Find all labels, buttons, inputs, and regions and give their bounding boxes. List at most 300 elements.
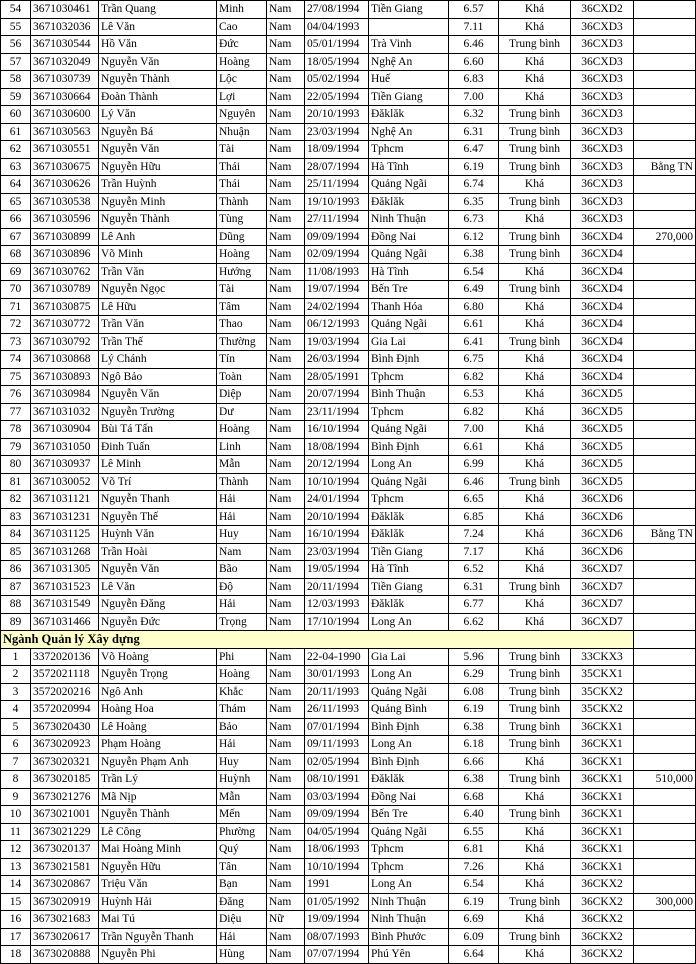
classification-cell: Khá	[499, 753, 571, 771]
birth-place-cell: Đăklăk	[369, 193, 449, 211]
last-middle-name-cell: Nguyễn Minh	[99, 193, 217, 211]
class-code-cell: 36CXD7	[571, 596, 634, 614]
table-row	[1, 316, 696, 334]
last-middle-name-cell: Đinh Tuấn	[99, 438, 217, 456]
student-id-cell: 3671030664	[31, 88, 99, 106]
student-id-cell: 3671031125	[31, 526, 99, 544]
note-cell	[634, 281, 696, 299]
stt-cell: 58	[1, 71, 31, 89]
gender-cell: Nam	[267, 386, 305, 404]
class-code-cell: 36CXD3	[571, 18, 634, 36]
birth-date-cell: 28/07/1994	[305, 158, 369, 176]
birth-date-cell: 19/07/1994	[305, 281, 369, 299]
gender-cell: Nam	[267, 438, 305, 456]
table-row	[1, 876, 696, 894]
last-middle-name-cell: Trần Văn	[99, 316, 217, 334]
gpa-cell: 6.31	[449, 123, 499, 141]
stt-cell: 75	[1, 368, 31, 386]
classification-cell: Khá	[499, 176, 571, 194]
stt-cell: 72	[1, 316, 31, 334]
birth-place-cell: Đăklăk	[369, 596, 449, 614]
stt-cell: 65	[1, 193, 31, 211]
first-name-cell: Bạn	[217, 876, 267, 894]
gender-cell: Nam	[267, 351, 305, 369]
gpa-cell: 6.52	[449, 561, 499, 579]
gender-cell: Nam	[267, 543, 305, 561]
classification-cell: Khá	[499, 88, 571, 106]
table-row	[1, 526, 696, 544]
class-code-cell: 36CXD4	[571, 263, 634, 281]
table-row	[1, 211, 696, 229]
last-middle-name-cell: Trần Văn	[99, 263, 217, 281]
gender-cell: Nam	[267, 613, 305, 631]
stt-cell: 13	[1, 858, 31, 876]
gpa-cell: 6.61	[449, 438, 499, 456]
birth-date-cell: 09/09/1994	[305, 228, 369, 246]
student-id-cell: 3671030538	[31, 193, 99, 211]
last-middle-name-cell: Lê Văn	[99, 578, 217, 596]
gender-cell: Nam	[267, 211, 305, 229]
table-row	[1, 368, 696, 386]
first-name-cell: Thái	[217, 158, 267, 176]
student-id-cell: 3572020216	[31, 683, 99, 701]
class-code-cell: 36CXD7	[571, 561, 634, 579]
table-row	[1, 228, 696, 246]
student-id-cell: 3671031305	[31, 561, 99, 579]
note-cell	[634, 193, 696, 211]
note-cell	[634, 123, 696, 141]
birth-place-cell: Hà Tĩnh	[369, 158, 449, 176]
last-middle-name-cell: Nguyễn Thế	[99, 508, 217, 526]
student-id-cell: 3671030772	[31, 316, 99, 334]
classification-cell: Khá	[499, 543, 571, 561]
last-middle-name-cell: Bùi Tá Tấn	[99, 421, 217, 439]
first-name-cell: Tài	[217, 281, 267, 299]
note-cell	[634, 333, 696, 351]
birth-place-cell	[369, 18, 449, 36]
birth-place-cell: Hà Tĩnh	[369, 263, 449, 281]
note-cell	[634, 263, 696, 281]
student-id-cell: 3671030937	[31, 456, 99, 474]
last-middle-name-cell: Trần Huỳnh	[99, 176, 217, 194]
birth-place-cell: Tphcm	[369, 403, 449, 421]
table-row	[1, 1, 696, 19]
gpa-cell: 7.00	[449, 421, 499, 439]
last-middle-name-cell: Lý Văn	[99, 106, 217, 124]
stt-cell: 18	[1, 946, 31, 964]
gender-cell: Nam	[267, 683, 305, 701]
gpa-cell: 6.18	[449, 736, 499, 754]
classification-cell: Khá	[499, 526, 571, 544]
last-middle-name-cell: Nguyễn Thành	[99, 71, 217, 89]
last-middle-name-cell: Nguyễn Hữu	[99, 858, 217, 876]
table-row	[1, 351, 696, 369]
gpa-cell: 6.69	[449, 911, 499, 929]
gender-cell: Nam	[267, 368, 305, 386]
birth-date-cell: 19/10/1993	[305, 193, 369, 211]
student-id-cell: 3671031032	[31, 403, 99, 421]
student-id-cell: 3671032049	[31, 53, 99, 71]
gender-cell: Nam	[267, 648, 305, 666]
note-cell	[634, 316, 696, 334]
note-cell	[634, 648, 696, 666]
note-cell	[634, 368, 696, 386]
table-row	[1, 333, 696, 351]
stt-cell: 14	[1, 876, 31, 894]
birth-place-cell: Bình Định	[369, 438, 449, 456]
gpa-cell: 7.26	[449, 858, 499, 876]
student-id-cell: 3673021276	[31, 788, 99, 806]
stt-cell: 12	[1, 841, 31, 859]
first-name-cell: Bảo	[217, 718, 267, 736]
birth-place-cell: Bình Phước	[369, 928, 449, 946]
stt-cell: 78	[1, 421, 31, 439]
student-id-cell: 3673020185	[31, 771, 99, 789]
classification-cell: Khá	[499, 316, 571, 334]
first-name-cell: Thái	[217, 176, 267, 194]
student-id-cell: 3671030904	[31, 421, 99, 439]
gpa-cell: 6.19	[449, 158, 499, 176]
class-code-cell: 36CKX1	[571, 823, 634, 841]
first-name-cell: Quý	[217, 841, 267, 859]
class-code-cell: 36CXD3	[571, 211, 634, 229]
gender-cell: Nam	[267, 141, 305, 159]
last-middle-name-cell: Nguyễn Đăng	[99, 596, 217, 614]
classification-cell: Trung bình	[499, 578, 571, 596]
class-code-cell: 36CXD3	[571, 158, 634, 176]
student-id-cell: 3673021683	[31, 911, 99, 929]
note-cell	[634, 246, 696, 264]
table-row	[1, 683, 696, 701]
class-code-cell: 36CXD5	[571, 421, 634, 439]
stt-cell: 15	[1, 893, 31, 911]
table-row	[1, 736, 696, 754]
last-middle-name-cell: Nguyễn Đức	[99, 613, 217, 631]
table-row	[1, 613, 696, 631]
last-middle-name-cell: Lê Anh	[99, 228, 217, 246]
gpa-cell: 6.62	[449, 613, 499, 631]
gpa-cell: 6.99	[449, 456, 499, 474]
birth-date-cell: 20/11/1994	[305, 578, 369, 596]
birth-place-cell: Ninh Thuận	[369, 893, 449, 911]
stt-cell: 8	[1, 771, 31, 789]
first-name-cell: Minh	[217, 1, 267, 19]
note-cell	[634, 613, 696, 631]
gender-cell: Nam	[267, 701, 305, 719]
table-row	[1, 403, 696, 421]
classification-cell: Trung bình	[499, 281, 571, 299]
birth-place-cell: Hà Tĩnh	[369, 561, 449, 579]
birth-date-cell: 26/03/1994	[305, 351, 369, 369]
gpa-cell: 6.31	[449, 578, 499, 596]
last-middle-name-cell: Huỳnh Hải	[99, 893, 217, 911]
note-cell	[634, 543, 696, 561]
gender-cell: Nam	[267, 298, 305, 316]
first-name-cell: Tín	[217, 351, 267, 369]
gpa-cell: 6.83	[449, 71, 499, 89]
table-row	[1, 508, 696, 526]
gender-cell: Nam	[267, 753, 305, 771]
first-name-cell: Đăng	[217, 893, 267, 911]
class-code-cell: 36CKX1	[571, 806, 634, 824]
birth-date-cell: 08/07/1993	[305, 928, 369, 946]
class-code-cell: 36CXD4	[571, 316, 634, 334]
classification-cell: Trung bình	[499, 771, 571, 789]
table-row	[1, 928, 696, 946]
classification-cell: Khá	[499, 613, 571, 631]
class-code-cell: 36CXD3	[571, 36, 634, 54]
class-code-cell: 36CKX2	[571, 911, 634, 929]
gpa-cell: 7.17	[449, 543, 499, 561]
birth-date-cell: 12/03/1993	[305, 596, 369, 614]
classification-cell: Khá	[499, 386, 571, 404]
note-cell: Bằng TN	[634, 526, 696, 544]
birth-place-cell: Tiền Giang	[369, 543, 449, 561]
last-middle-name-cell: Nguyễn Thành	[99, 211, 217, 229]
section-title: Ngành Quản lý Xây dựng	[1, 631, 634, 649]
birth-date-cell: 23/03/1994	[305, 543, 369, 561]
birth-date-cell: 02/05/1994	[305, 753, 369, 771]
gender-cell: Nam	[267, 158, 305, 176]
student-id-cell: 3671030596	[31, 211, 99, 229]
note-cell	[634, 491, 696, 509]
gender-cell: Nam	[267, 193, 305, 211]
table-row	[1, 718, 696, 736]
class-code-cell: 36CXD3	[571, 141, 634, 159]
gpa-cell: 6.82	[449, 368, 499, 386]
birth-place-cell: Tphcm	[369, 841, 449, 859]
first-name-cell: Dũng	[217, 228, 267, 246]
class-code-cell: 36CXD3	[571, 106, 634, 124]
student-id-cell: 3671030893	[31, 368, 99, 386]
table-row	[1, 263, 696, 281]
gpa-cell: 6.46	[449, 36, 499, 54]
classification-cell: Trung bình	[499, 141, 571, 159]
student-id-cell: 3671030461	[31, 1, 99, 19]
first-name-cell: Thường	[217, 333, 267, 351]
note-cell	[634, 578, 696, 596]
classification-cell: Khá	[499, 508, 571, 526]
stt-cell: 16	[1, 911, 31, 929]
first-name-cell: Nhuận	[217, 123, 267, 141]
note-cell	[634, 928, 696, 946]
classification-cell: Trung bình	[499, 246, 571, 264]
birth-place-cell: Nghệ An	[369, 53, 449, 71]
birth-place-cell: Long An	[369, 876, 449, 894]
last-middle-name-cell: Huỳnh Văn	[99, 526, 217, 544]
table-row	[1, 473, 696, 491]
classification-cell: Khá	[499, 53, 571, 71]
note-cell	[634, 456, 696, 474]
birth-place-cell: Quảng Ngãi	[369, 246, 449, 264]
note-cell	[634, 718, 696, 736]
class-code-cell: 36CKX1	[571, 841, 634, 859]
classification-cell: Trung bình	[499, 648, 571, 666]
gpa-cell: 7.00	[449, 88, 499, 106]
birth-place-cell: Bình Định	[369, 753, 449, 771]
stt-cell: 6	[1, 736, 31, 754]
table-row	[1, 946, 696, 964]
gender-cell: Nam	[267, 456, 305, 474]
birth-place-cell: Ninh Thuận	[369, 211, 449, 229]
classification-cell: Trung bình	[499, 228, 571, 246]
first-name-cell: Mến	[217, 806, 267, 824]
student-id-cell: 3671030868	[31, 351, 99, 369]
first-name-cell: Trọng	[217, 613, 267, 631]
classification-cell: Khá	[499, 298, 571, 316]
stt-cell: 10	[1, 806, 31, 824]
gender-cell: Nam	[267, 771, 305, 789]
student-id-cell: 3673021229	[31, 823, 99, 841]
birth-date-cell: 07/01/1994	[305, 718, 369, 736]
birth-place-cell: Long An	[369, 666, 449, 684]
gender-cell: Nam	[267, 928, 305, 946]
class-code-cell: 36CKX1	[571, 736, 634, 754]
class-code-cell: 36CKX2	[571, 893, 634, 911]
last-middle-name-cell: Mai Tú	[99, 911, 217, 929]
table-row	[1, 806, 696, 824]
first-name-cell: Hoàng	[217, 421, 267, 439]
gpa-cell: 6.77	[449, 596, 499, 614]
table-row	[1, 771, 696, 789]
gpa-cell: 6.29	[449, 666, 499, 684]
first-name-cell: Huy	[217, 526, 267, 544]
note-cell	[634, 18, 696, 36]
last-middle-name-cell: Trần Quang	[99, 1, 217, 19]
classification-cell: Khá	[499, 491, 571, 509]
birth-date-cell: 06/12/1993	[305, 316, 369, 334]
class-code-cell: 36CXD4	[571, 298, 634, 316]
note-cell	[634, 806, 696, 824]
first-name-cell: Hoàng	[217, 666, 267, 684]
last-middle-name-cell: Nguyễn Phạm Anh	[99, 753, 217, 771]
gpa-cell: 6.35	[449, 193, 499, 211]
last-middle-name-cell: Triệu Văn	[99, 876, 217, 894]
birth-date-cell: 18/05/1994	[305, 53, 369, 71]
stt-cell: 59	[1, 88, 31, 106]
last-middle-name-cell: Lê Công	[99, 823, 217, 841]
table-row	[1, 71, 696, 89]
birth-date-cell: 20/11/1993	[305, 683, 369, 701]
classification-cell: Khá	[499, 1, 571, 19]
last-middle-name-cell: Mai Hoàng Minh	[99, 841, 217, 859]
note-cell	[634, 36, 696, 54]
birth-place-cell: Quảng Ngãi	[369, 823, 449, 841]
student-id-cell: 3671030551	[31, 141, 99, 159]
gpa-cell: 6.32	[449, 106, 499, 124]
class-code-cell: 36CXD2	[571, 1, 634, 19]
first-name-cell: Huy	[217, 753, 267, 771]
table-row	[1, 648, 696, 666]
last-middle-name-cell: Nguyễn Ngọc	[99, 281, 217, 299]
birth-place-cell: Đăklăk	[369, 526, 449, 544]
note-cell	[634, 438, 696, 456]
gender-cell: Nam	[267, 176, 305, 194]
birth-place-cell: Long An	[369, 736, 449, 754]
first-name-cell: Phi	[217, 648, 267, 666]
section-header	[1, 631, 696, 649]
note-cell	[634, 858, 696, 876]
birth-date-cell: 10/10/1994	[305, 473, 369, 491]
student-id-cell: 3673020430	[31, 718, 99, 736]
birth-place-cell: Gia Lai	[369, 648, 449, 666]
birth-place-cell: Bến Tre	[369, 806, 449, 824]
student-id-cell: 3671030896	[31, 246, 99, 264]
note-cell	[634, 298, 696, 316]
class-code-cell: 36CXD3	[571, 53, 634, 71]
student-id-cell: 3671030544	[31, 36, 99, 54]
gpa-cell: 6.60	[449, 53, 499, 71]
gender-cell: Nam	[267, 228, 305, 246]
table-row	[1, 893, 696, 911]
birth-place-cell: Tiền Giang	[369, 88, 449, 106]
stt-cell: 5	[1, 718, 31, 736]
student-id-cell: 3671031121	[31, 491, 99, 509]
first-name-cell: Bão	[217, 561, 267, 579]
birth-place-cell: Tphcm	[369, 368, 449, 386]
birth-date-cell: 09/11/1993	[305, 736, 369, 754]
last-middle-name-cell: Nguyễn Văn	[99, 386, 217, 404]
gpa-cell: 6.38	[449, 246, 499, 264]
last-middle-name-cell: Ngô Anh	[99, 683, 217, 701]
stt-cell: 71	[1, 298, 31, 316]
classification-cell: Trung bình	[499, 106, 571, 124]
gender-cell: Nam	[267, 578, 305, 596]
gpa-cell: 6.08	[449, 683, 499, 701]
classification-cell: Khá	[499, 596, 571, 614]
student-id-cell: 3673021581	[31, 858, 99, 876]
gender-cell: Nam	[267, 736, 305, 754]
table-row	[1, 123, 696, 141]
gender-cell: Nam	[267, 71, 305, 89]
first-name-cell: Thành	[217, 473, 267, 491]
birth-date-cell: 20/10/1994	[305, 508, 369, 526]
table-row	[1, 386, 696, 404]
birth-place-cell: Ninh Thuận	[369, 911, 449, 929]
birth-place-cell: Phú Yên	[369, 946, 449, 964]
stt-cell: 62	[1, 141, 31, 159]
stt-cell: 87	[1, 578, 31, 596]
last-middle-name-cell: Trần Thế	[99, 333, 217, 351]
student-id-cell: 3671031050	[31, 438, 99, 456]
stt-cell: 1	[1, 648, 31, 666]
student-id-cell: 3572021118	[31, 666, 99, 684]
student-id-cell: 3671030563	[31, 123, 99, 141]
note-cell	[634, 841, 696, 859]
gpa-cell: 6.57	[449, 1, 499, 19]
birth-date-cell: 23/11/1994	[305, 403, 369, 421]
gpa-cell: 7.11	[449, 18, 499, 36]
classification-cell: Khá	[499, 18, 571, 36]
birth-place-cell: Tphcm	[369, 491, 449, 509]
gpa-cell: 6.82	[449, 403, 499, 421]
gpa-cell: 6.64	[449, 946, 499, 964]
table-row	[1, 596, 696, 614]
gpa-cell: 6.54	[449, 876, 499, 894]
gender-cell: Nam	[267, 281, 305, 299]
first-name-cell: Huỳnh	[217, 771, 267, 789]
birth-date-cell: 24/02/1994	[305, 298, 369, 316]
first-name-cell: Hoàng	[217, 53, 267, 71]
student-id-cell: 3671032036	[31, 18, 99, 36]
birth-place-cell: Nghệ An	[369, 123, 449, 141]
first-name-cell: Nguyên	[217, 106, 267, 124]
stt-cell: 74	[1, 351, 31, 369]
gpa-cell: 6.46	[449, 473, 499, 491]
gender-cell: Nam	[267, 421, 305, 439]
class-code-cell: 36CXD3	[571, 176, 634, 194]
table-row	[1, 193, 696, 211]
